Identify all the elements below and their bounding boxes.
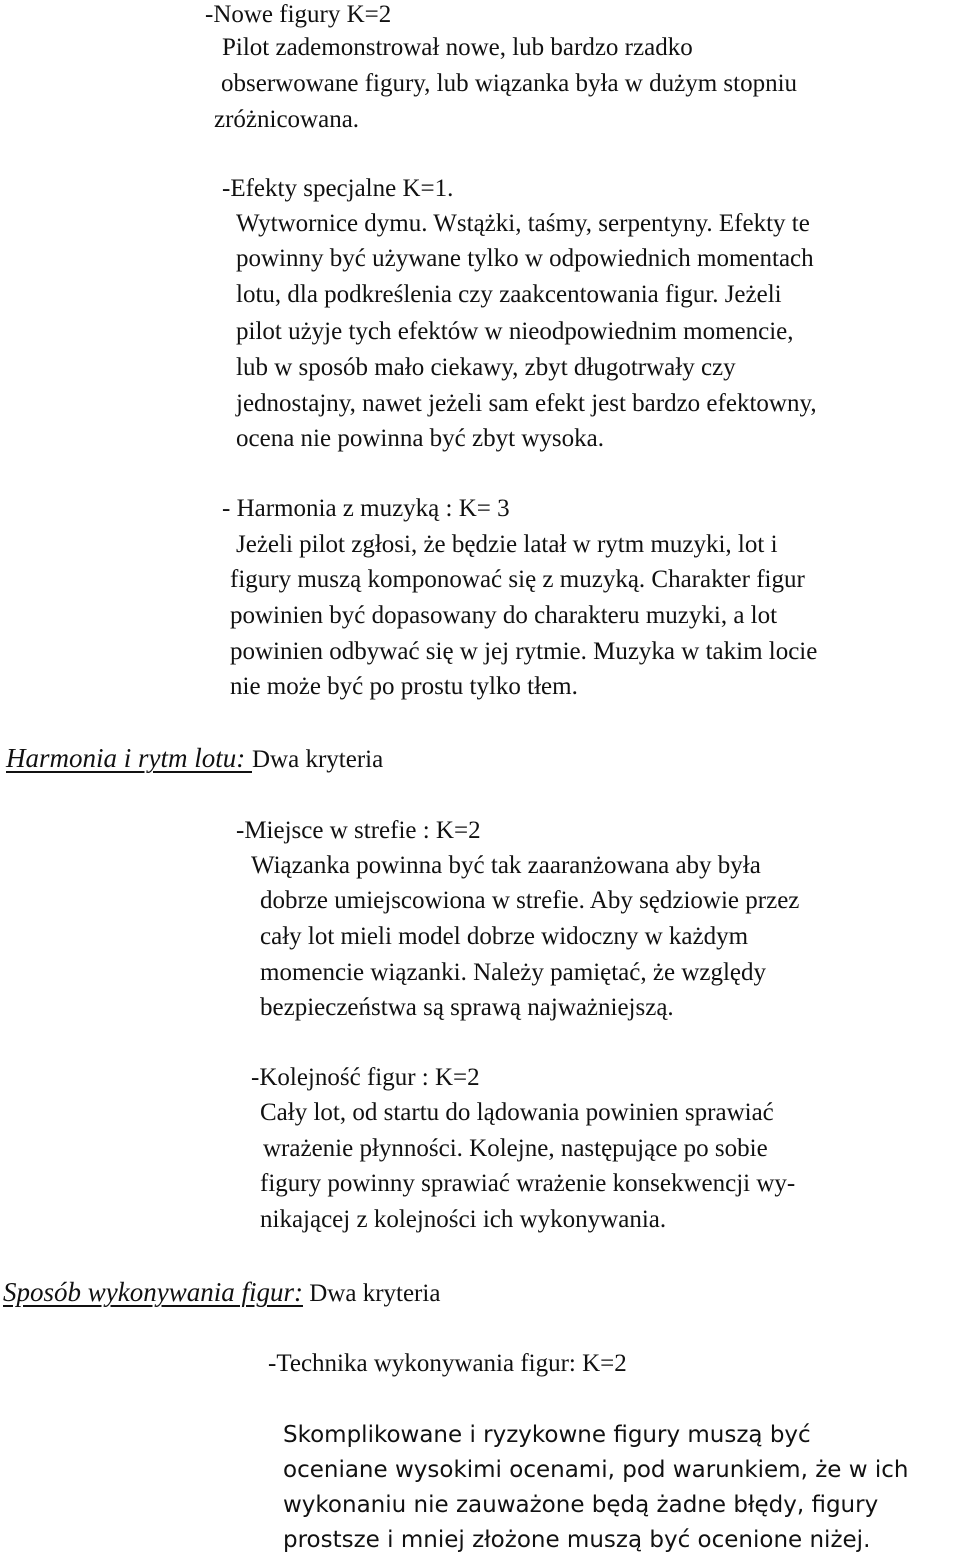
paragraph-line: momencie wiązanki. Należy pamiętać, że względy	[260, 959, 767, 986]
paragraph-line: powinien odbywać się w jej rytmie. Muzyka w takim locie	[230, 638, 818, 665]
section-heading-sposob	[3, 1275, 440, 1309]
paragraph-line: nie może być po prostu tylko tłem.	[230, 673, 578, 700]
paragraph-line: powinny być używane tylko w odpowiednich momentach	[236, 245, 814, 272]
paragraph-line: pilot użyje tych efektów w nieodpowiednim momencie,	[236, 318, 794, 345]
paragraph-line: Wiązanka powinna być tak zaaranżowana aby była	[251, 852, 761, 879]
paragraph-line: zróżnicowana.	[214, 106, 360, 133]
paragraph-line: lub w sposób mało ciekawy, zbyt długotrwały czy	[236, 354, 736, 381]
paragraph-line: Pilot zademonstrował nowe, lub bardzo rzadko	[222, 34, 693, 61]
paragraph-line: Cały lot, od startu do lądowania powinien sprawiać	[260, 1099, 774, 1126]
paragraph-line: figury muszą komponować się z muzyką. Charakter figur	[230, 566, 805, 593]
block-heading: - Harmonia z muzyką : K= 3	[222, 495, 510, 522]
paragraph-line: Jeżeli pilot zgłosi, że będzie latał w rytm muzyki, lot i	[236, 531, 778, 558]
paragraph-line: dobrze umiejscowiona w strefie. Aby sędziowie przez	[260, 887, 800, 914]
section-title: Sposób wykonywania figur:	[3, 1277, 303, 1307]
paragraph-line: lotu, dla podkreślenia czy zaakcentowania figur. Jeżeli	[236, 281, 782, 308]
paragraph-line: wrażenie płynności. Kolejne, następujące po sobie	[263, 1135, 768, 1162]
paragraph-line: oceniane wysokimi ocenami, pod warunkiem, że w ich	[283, 1457, 909, 1483]
block-heading: -Miejsce w strefie : K=2	[236, 817, 481, 844]
paragraph-line: Skomplikowane i ryzykowne figury muszą być	[283, 1422, 811, 1448]
block-heading: -Technika wykonywania figur: K=2	[268, 1350, 627, 1377]
section-subtitle: Dwa kryteria	[252, 746, 384, 773]
paragraph-line: prostsze i mniej złożone muszą być ocenione niżej.	[283, 1527, 871, 1553]
block-heading: -Kolejność figur : K=2	[251, 1064, 480, 1091]
paragraph-line: nikającej z kolejności ich wykonywania.	[260, 1206, 667, 1233]
paragraph-line: cały lot mieli model dobrze widoczny w każdym	[260, 923, 749, 950]
block-heading: -Efekty specjalne K=1.	[222, 175, 454, 202]
block-heading: -Nowe figury K=2	[205, 1, 392, 28]
paragraph-line: wykonaniu nie zauważone będą żadne błędy, figury	[283, 1492, 879, 1518]
paragraph-line: Wytwornice dymu. Wstążki, taśmy, serpentyny. Efekty te	[236, 210, 810, 237]
paragraph-line: obserwowane figury, lub wiązanka była w dużym stopniu	[221, 70, 798, 97]
paragraph-line: figury powinny sprawiać wrażenie konsekwencji wy-	[260, 1170, 796, 1197]
paragraph-line: jednostajny, nawet jeżeli sam efekt jest bardzo efektowny,	[236, 390, 817, 417]
paragraph-line: bezpieczeństwa są sprawą najważniejszą.	[260, 994, 674, 1021]
paragraph-line: powinien być dopasowany do charakteru muzyki, a lot	[230, 602, 778, 629]
section-subtitle: Dwa kryteria	[302, 1280, 441, 1307]
paragraph-line: ocena nie powinna być zbyt wysoka.	[236, 425, 604, 452]
section-heading-harmonia	[6, 741, 383, 775]
section-title: Harmonia i rytm lotu:	[6, 743, 252, 773]
